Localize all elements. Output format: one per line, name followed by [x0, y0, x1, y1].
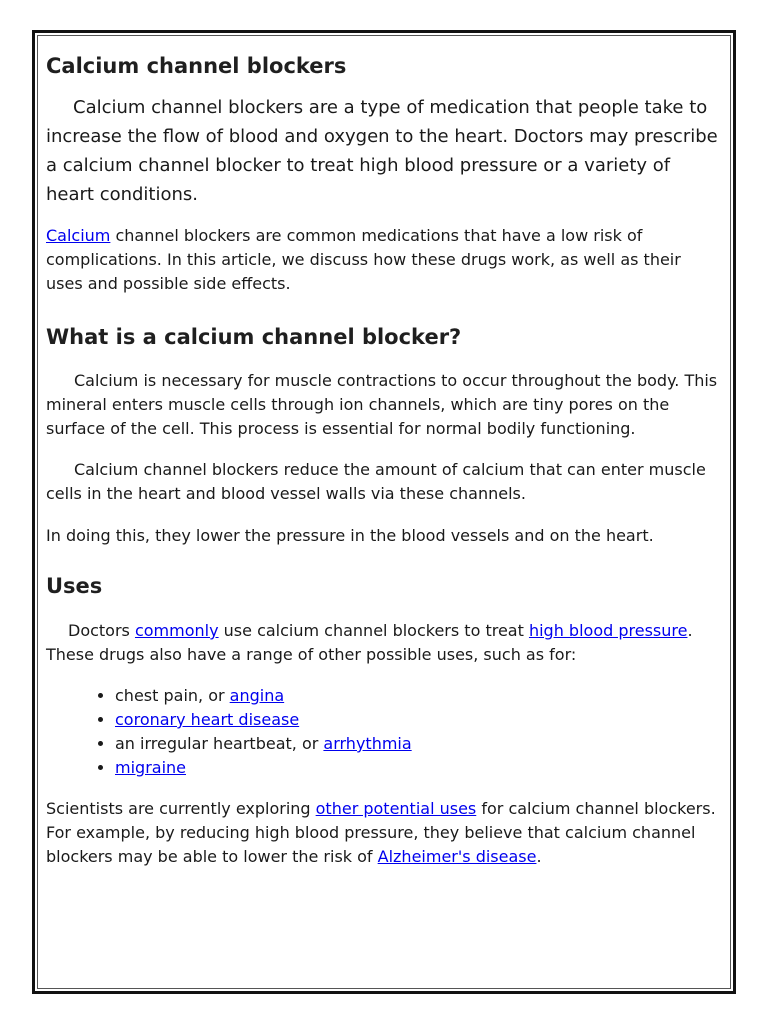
- doctors-text-3: . These drugs also have a range of other possible uses, such as for:: [46, 621, 693, 664]
- article-title: Calcium channel blockers: [46, 54, 347, 78]
- high-blood-pressure-link[interactable]: high blood pressure: [528, 621, 688, 640]
- uses-list: [46, 684, 722, 780]
- calcium-link[interactable]: Calcium: [46, 226, 111, 245]
- coronary-heart-disease-link[interactable]: coronary heart disease: [115, 710, 300, 729]
- list-item: [115, 732, 722, 756]
- uses-heading: Uses: [46, 574, 103, 598]
- scientists-text-3: .: [536, 847, 542, 866]
- list-item: [115, 684, 722, 708]
- doctors-text-2: use calcium channel blockers to treat: [218, 621, 529, 640]
- what-is-heading: What is a calcium channel blocker?: [46, 325, 462, 349]
- scientists-text-2: for calcium channel blockers. For example, by reducing high blood pressure, they believe that calcium channel blockers may be able to lower the risk of: [46, 799, 716, 866]
- migraine-link[interactable]: migraine: [115, 758, 186, 777]
- doctors-text-1: Doctors: [68, 621, 135, 640]
- scientists-paragraph: [46, 797, 722, 869]
- article-content: [46, 47, 722, 869]
- reduce-calcium-paragraph: Calcium channel blockers reduce the amount of calcium that can enter muscle cells in the heart and blood vessel walls via these channels.: [46, 460, 706, 503]
- angina-link[interactable]: angina: [229, 686, 285, 705]
- lead-paragraph: Calcium channel blockers are a type of medication that people take to increase the flow of blood and oxygen to the heart. Doctors may prescribe a calcium channel blocker to treat high blood pressure or a variety of heart conditions.: [46, 97, 718, 205]
- other-potential-uses-link[interactable]: other potential uses: [315, 799, 477, 818]
- list-item-text: chest pain, or: [115, 686, 230, 705]
- scientists-text-1: Scientists are currently exploring: [46, 799, 316, 818]
- arrhythmia-link[interactable]: arrhythmia: [323, 734, 412, 753]
- list-item: [115, 708, 722, 732]
- lower-pressure-paragraph: In doing this, they lower the pressure in the blood vessels and on the heart.: [46, 526, 654, 545]
- intro-paragraph: [46, 224, 722, 296]
- list-item-text: an irregular heartbeat, or: [115, 734, 324, 753]
- calcium-necessary-paragraph: Calcium is necessary for muscle contractions to occur throughout the body. This mineral enters muscle cells through ion channels, which are tiny pores on the surface of the cell. This process is essential for normal bodily functioning.: [46, 371, 718, 438]
- alzheimers-disease-link[interactable]: Alzheimer's disease: [377, 847, 537, 866]
- doctors-paragraph: [46, 619, 722, 667]
- commonly-link[interactable]: commonly: [134, 621, 219, 640]
- page-frame: [32, 30, 736, 994]
- intro-text: channel blockers are common medications that have a low risk of complications. In this article, we discuss how these drugs work, as well as their uses and possible side effects.: [46, 226, 681, 293]
- list-item: [115, 756, 722, 780]
